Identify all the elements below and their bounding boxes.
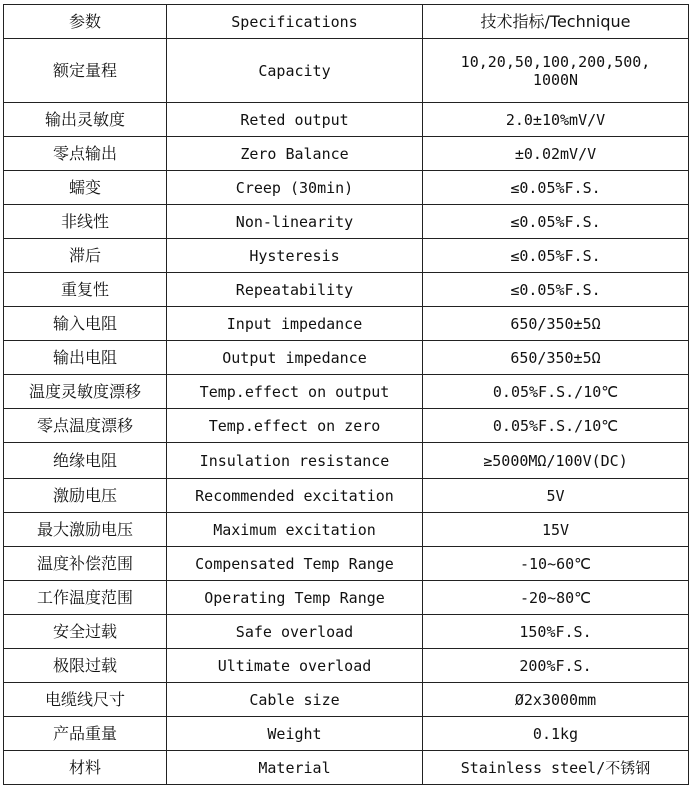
- param-value: 10,20,50,100,200,500, 1000N: [423, 39, 689, 103]
- param-en: Material: [167, 751, 423, 785]
- param-cn: 极限过载: [4, 649, 167, 683]
- table-row: [4, 479, 689, 513]
- param-cn: 绝缘电阻: [4, 443, 167, 479]
- param-cn: 最大激励电压: [4, 513, 167, 547]
- param-value: -20~80℃: [423, 581, 689, 615]
- header-params: 参数: [4, 5, 167, 39]
- header-specifications: Specifications: [167, 5, 423, 39]
- param-cn: 电缆线尺寸: [4, 683, 167, 717]
- param-en: Temp.effect on zero: [167, 409, 423, 443]
- param-en: Non-linearity: [167, 205, 423, 239]
- param-en: Output impedance: [167, 341, 423, 375]
- param-cn: 材料: [4, 751, 167, 785]
- param-value: ≤0.05%F.S.: [423, 205, 689, 239]
- table-row: [4, 547, 689, 581]
- param-en: Safe overload: [167, 615, 423, 649]
- table-row: [4, 103, 689, 137]
- param-cn: 非线性: [4, 205, 167, 239]
- param-value: 650/350±5Ω: [423, 341, 689, 375]
- param-value: 0.05%F.S./10℃: [423, 375, 689, 409]
- param-value: ≤0.05%F.S.: [423, 273, 689, 307]
- table-row: [4, 205, 689, 239]
- table-row: [4, 273, 689, 307]
- param-en: Cable size: [167, 683, 423, 717]
- spec-table: [3, 4, 689, 785]
- table-row: [4, 649, 689, 683]
- param-cn: 输出灵敏度: [4, 103, 167, 137]
- param-cn: 额定量程: [4, 39, 167, 103]
- table-row: [4, 751, 689, 785]
- param-en: Temp.effect on output: [167, 375, 423, 409]
- param-cn: 重复性: [4, 273, 167, 307]
- param-value: 150%F.S.: [423, 615, 689, 649]
- table-row: [4, 717, 689, 751]
- param-value: 0.05%F.S./10℃: [423, 409, 689, 443]
- param-en: Maximum excitation: [167, 513, 423, 547]
- table-row: [4, 137, 689, 171]
- param-cn: 输入电阻: [4, 307, 167, 341]
- param-en: Ultimate overload: [167, 649, 423, 683]
- param-en: Reted output: [167, 103, 423, 137]
- param-cn: 温度补偿范围: [4, 547, 167, 581]
- table-row: [4, 375, 689, 409]
- header-row: [4, 5, 689, 39]
- table-row: [4, 39, 689, 103]
- param-value: 2.0±10%mV/V: [423, 103, 689, 137]
- param-cn: 滞后: [4, 239, 167, 273]
- param-value: ≤0.05%F.S.: [423, 239, 689, 273]
- table-row: [4, 239, 689, 273]
- param-en: Operating Temp Range: [167, 581, 423, 615]
- table-row: [4, 581, 689, 615]
- param-cn: 零点温度漂移: [4, 409, 167, 443]
- param-en: Weight: [167, 717, 423, 751]
- param-cn: 温度灵敏度漂移: [4, 375, 167, 409]
- param-cn: 产品重量: [4, 717, 167, 751]
- param-cn: 蠕变: [4, 171, 167, 205]
- param-value: ≥5000MΩ/100V(DC): [423, 443, 689, 479]
- param-cn: 输出电阻: [4, 341, 167, 375]
- param-value: 650/350±5Ω: [423, 307, 689, 341]
- param-value: 200%F.S.: [423, 649, 689, 683]
- table-row: [4, 683, 689, 717]
- param-en: Insulation resistance: [167, 443, 423, 479]
- param-en: Hysteresis: [167, 239, 423, 273]
- param-en: Zero Balance: [167, 137, 423, 171]
- table-row: [4, 307, 689, 341]
- param-value: Stainless steel/不锈钢: [423, 751, 689, 785]
- param-en: Creep (30min): [167, 171, 423, 205]
- param-en: Compensated Temp Range: [167, 547, 423, 581]
- param-cn: 工作温度范围: [4, 581, 167, 615]
- param-en: Recommended excitation: [167, 479, 423, 513]
- table-row: [4, 171, 689, 205]
- param-value: ±0.02mV/V: [423, 137, 689, 171]
- param-value: 0.1kg: [423, 717, 689, 751]
- table-row: [4, 341, 689, 375]
- param-value: 5V: [423, 479, 689, 513]
- param-cn: 安全过载: [4, 615, 167, 649]
- param-value: Ø2x3000mm: [423, 683, 689, 717]
- param-value: 15V: [423, 513, 689, 547]
- param-value: ≤0.05%F.S.: [423, 171, 689, 205]
- header-technique: 技术指标/Technique: [423, 5, 689, 39]
- param-en: Repeatability: [167, 273, 423, 307]
- param-en: Input impedance: [167, 307, 423, 341]
- param-cn: 激励电压: [4, 479, 167, 513]
- param-en: Capacity: [167, 39, 423, 103]
- param-cn: 零点输出: [4, 137, 167, 171]
- table-row: [4, 513, 689, 547]
- param-value: -10~60℃: [423, 547, 689, 581]
- table-row: [4, 409, 689, 443]
- table-row: [4, 443, 689, 479]
- table-row: [4, 615, 689, 649]
